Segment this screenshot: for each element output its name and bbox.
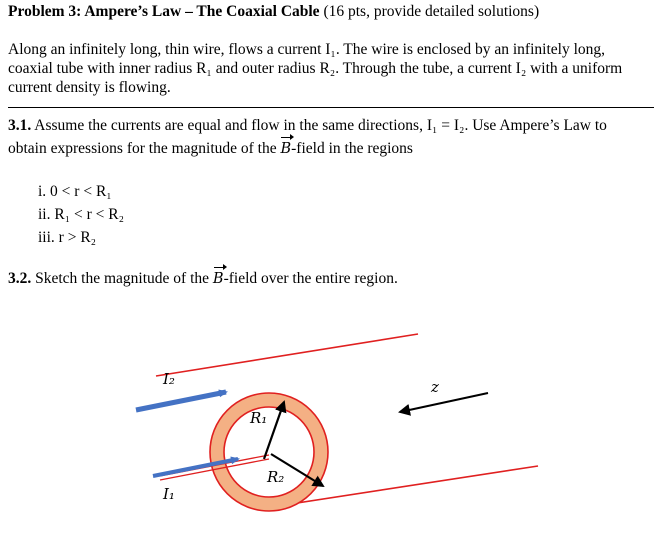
region-item-3: iii. r > R₂ bbox=[38, 229, 97, 246]
label-r1: R₁ bbox=[250, 409, 268, 427]
question-3-1-text: Assume the currents are equal and flow in the same directions, I₁ = I₂. Use Ampere’s Law to bbox=[34, 117, 607, 134]
b-vector-symbol-2: B bbox=[213, 268, 224, 291]
b-vector-symbol: B bbox=[280, 138, 291, 161]
question-3-1-text-post: -field in the regions bbox=[291, 140, 413, 157]
label-i2: I₂ bbox=[163, 370, 175, 388]
intro-line-3: current density is flowing. bbox=[8, 79, 171, 96]
question-3-2-text-pre: Sketch the magnitude of the bbox=[35, 270, 210, 287]
question-3-2-text-post: -field over the entire region. bbox=[223, 270, 398, 287]
question-3-1-text-pre: obtain expressions for the magnitude of the bbox=[8, 140, 277, 157]
points-note: (16 pts, provide detailed solutions) bbox=[323, 3, 540, 20]
label-r2: R₂ bbox=[267, 468, 285, 486]
question-3-2-number: 3.2. bbox=[8, 270, 32, 287]
question-3-1-number: 3.1. bbox=[8, 117, 32, 134]
problem-label: Problem 3: Ampere’s Law – The Coaxial Cable bbox=[8, 3, 320, 20]
current-i2-arrow bbox=[136, 392, 226, 410]
z-axis-arrow bbox=[400, 393, 488, 412]
region-item-1: i. 0 < r < R₁ bbox=[38, 183, 112, 200]
label-i1: I₁ bbox=[163, 485, 175, 503]
label-z: z bbox=[431, 378, 439, 396]
tube-outer-top-line bbox=[156, 334, 418, 376]
intro-line-1: Along an infinitely long, thin wire, flows a current I₁. The wire is enclosed by an infinitely long, bbox=[8, 41, 605, 58]
intro-line-2: coaxial tube with inner radius R₁ and outer radius R₂. Through the tube, a current I₂ with a uniform bbox=[8, 60, 623, 77]
region-item-2: ii. R₁ < r < R₂ bbox=[38, 206, 124, 223]
